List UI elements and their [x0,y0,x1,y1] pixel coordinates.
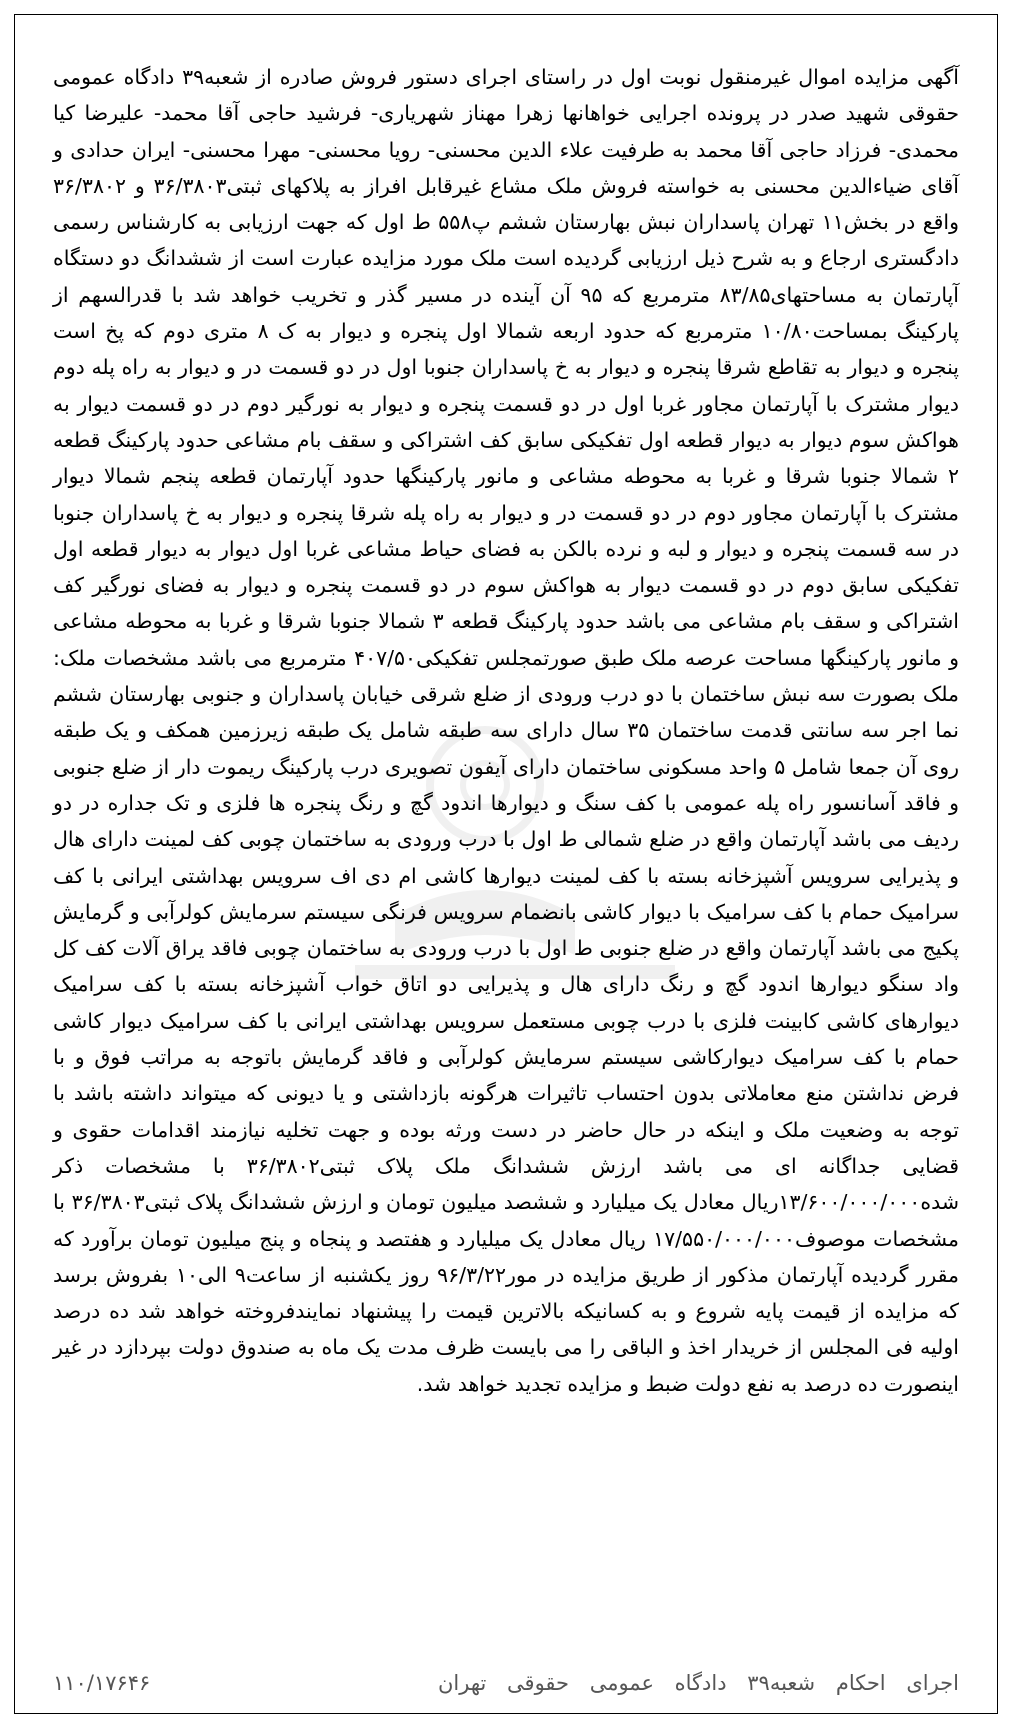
notice-code: ۱۱۰/۱۷۶۴۶ [53,1671,151,1695]
notice-document [14,14,998,1714]
signature-line [53,1671,959,1695]
issuer-signature: اجرای احکام شعبه۳۹ دادگاه عمومی حقوقی تهران [437,1671,959,1695]
notice-body: آگهی مزایده اموال غیرمنقول نوبت اول در راستای اجرای دستور فروش صادره از شعبه۳۹ دادگاه عمومی حقوقی شهید صدر در پرونده اجرایی خواهانها زهرا مهناز شهریاری- فرشید حاجی آقا محمد- علیرضا کیا محمدی- فرزاد حاجی آقا محمد به طرفیت علاء الدین محسنی- رویا محسنی- مهرا محسنی- ایران حدادی و آقای ضیاءالدین محسنی به خواسته فروش ملک مشاع غیرقابل افراز به پلاکهای ثبتی۳۶/۳۸۰۳ و ۳۶/۳۸۰۲ واقع در بخش۱۱ تهران پاسداران نبش بهارستان ششم پ۵۵۸ ط اول که جهت ارزیابی به کارشناس رسمی دادگستری ارجاع و به شرح ذیل ارزیابی گردیده است ملک مورد مزایده عبارت است از ششدانگ دو دستگاه آپارتمان به مساحتهای۸۳/۸۵ مترمربع که ۹۵ آن آینده در مسیر گذر و تخریب خواهد شد با قدرالسهم از پارکینگ بمساحت۱۰/۸۰ مترمربع که حدود اربعه شمالا اول پنجره و دیوار به ک ۸ متری دوم که پخ است پنجره و دیوار به تقاطع شرقا پنجره و دیوار به خ پاسداران جنوبا اول در دو قسمت در و دیوار به راه پله دوم دیوار مشترک با آپارتمان مجاور غربا اول در دو قسمت پنجره و دیوار به نورگیر دوم در دو قسمت دیوار به هواکش سوم دیوار به دیوار قطعه اول تفکیکی سابق کف اشتراکی و سقف بام مشاعی حدود پارکینگ قطعه ۲ شمالا جنوبا شرقا و غربا به محوطه مشاعی و مانور پارکینگها حدود آپارتمان قطعه پنجم شمالا دیوار مشترک با آپارتمان مجاور دوم در دو قسمت در و دیوار به راه پله شرقا پنجره و دیوار به خ پاسداران جنوبا در سه قسمت پنجره و دیوار و لبه و نرده بالکن به فضای حیاط مشاعی غربا اول دیوار به دیوار قطعه اول تفکیکی سابق دوم در دو قسمت دیوار به هواکش سوم در دو قسمت پنجره و دیوار به فضای نورگیر کف اشتراکی و سقف بام مشاعی می باشد حدود پارکینگ قطعه ۳ شمالا جنوبا شرقا و غربا به محوطه مشاعی و مانور پارکینگها مساحت عرصه ملک طبق صورتمجلس تفکیکی۴۰۷/۵۰ مترمربع می باشد مشخصات ملک: ملک بصورت سه نبش ساختمان با دو درب ورودی از ضلع شرقی خیابان پاسداران و جنوبی بهارستان ششم نما اجر سه سانتی قدمت ساختمان ۳۵ سال دارای سه طبقه شامل یک طبقه زیرزمین همکف و یک طبقه روی آن جمعا شامل ۵ واحد مسکونی ساختمان دارای آیفون تصویری درب پارکینگ ریموت دار از ضلع جنوبی و فاقد آسانسور راه پله عمومی با کف سنگ و دیوارها اندود گچ و رنگ پنجره ها فلزی و تک جداره در دو ردیف می باشد آپارتمان واقع در ضلع شمالی ط اول با درب ورودی به ساختمان چوبی کف لمینت دارای هال و پذیرایی سرویس آشپزخانه بسته با کف لمینت دیوارها کاشی ام دی اف سرویس بهداشتی ایرانی با کف سرامیک حمام با کف سرامیک با دیوار کاشی بانضمام سرویس فرنگی سیستم سرمایش کولرآبی و گرمایش پکیج می باشد آپارتمان واقع در ضلع جنوبی ط اول با درب ورودی به ساختمان چوبی فاقد یراق آلات کف کل واد سنگو دیوارها اندود گچ و رنگ دارای هال و پذیرایی دو اتاق خواب آشپزخانه بسته با کف سرامیک دیوارهای کاشی کابینت فلزی با درب چوبی مستعمل سرویس بهداشتی ایرانی با کف سرامیک دیوار کاشی حمام با کف سرامیک دیوارکاشی سیستم سرمایش کولرآبی و فاقد گرمایش باتوجه به مراتب فوق و با فرض نداشتن منع معاملاتی بدون احتساب تاثیرات هرگونه بازداشتی و یا دیونی که میتواند داشته باشد با توجه به وضعیت ملک و اینکه در حال حاضر در دست ورثه بوده و جهت تخلیه نیازمند اقدامات حقوی و قضایی جداگانه ای می باشد ارزش ششدانگ ملک پلاک ثبتی۳۶/۳۸۰۲ با مشخصات ذکر شده۱۳/۶۰۰/۰۰۰/۰۰۰ریال معادل یک میلیارد و ششصد میلیون تومان و ارزش ششدانگ پلاک ثبتی۳۶/۳۸۰۳ با مشخصات موصوف۱۷/۵۵۰/۰۰۰/۰۰۰ ریال معادل یک میلیارد و هفتصد و پنجاه و پنج میلیون تومان برآورد که مقرر گردیده آپارتمان مذکور از طریق مزایده در مور۹۶/۳/۲۲ روز یکشنبه از ساعت۹ الی۱۰ بفروش برسد که مزایده از قیمت پایه شروع و به کسانیکه بالاترین قیمت را پیشنهاد نمایندفروخته خواهد شد ده درصد اولیه فی المجلس از خریدار اخذ و الباقی را می بایست ظرف مدت یک ماه به صندوق دولت بپردازد در غیر اینصورت ده درصد به نفع دولت ضبط و مزایده تجدید خواهد شد. [53,65,960,1396]
